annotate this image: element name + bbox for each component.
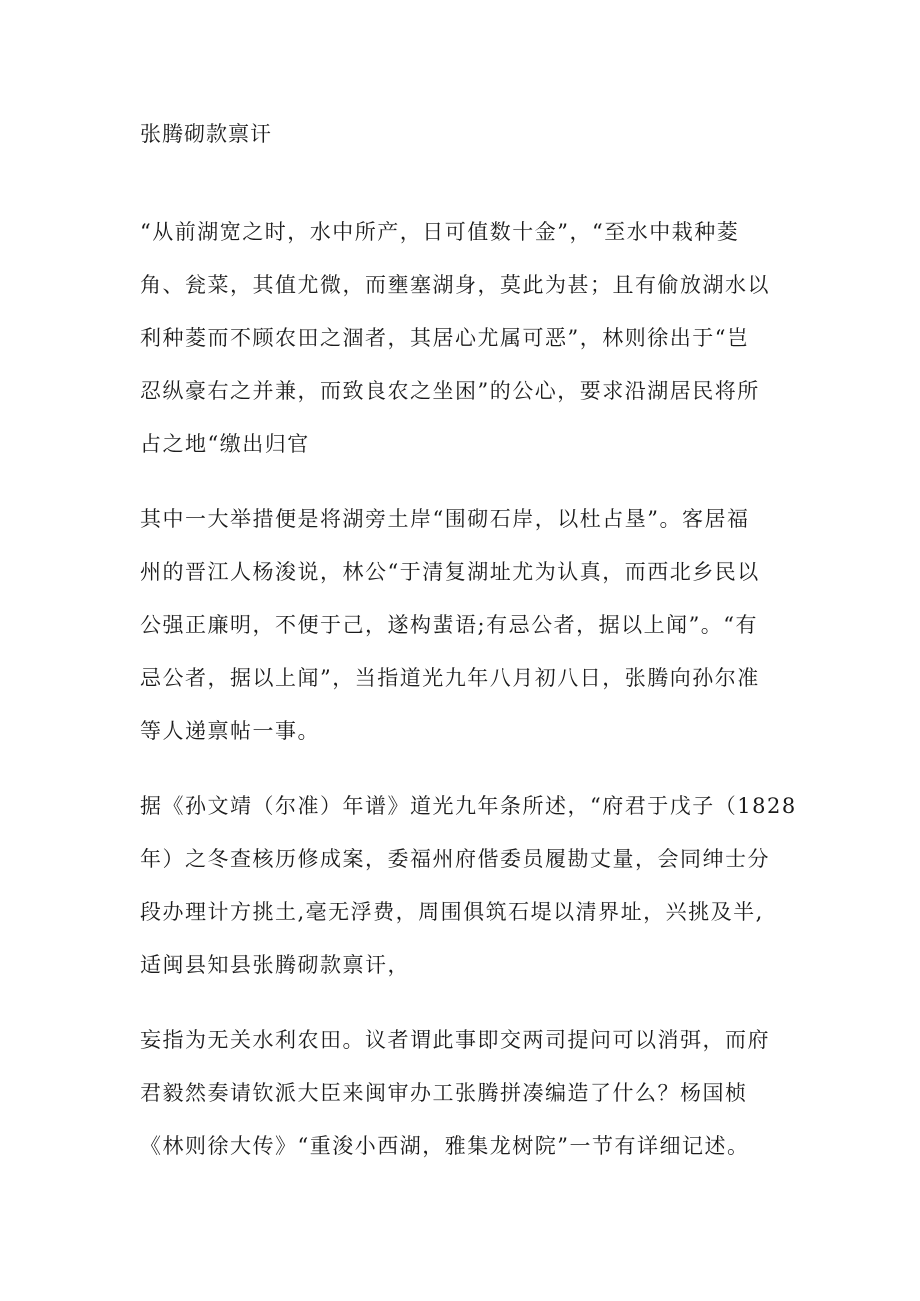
text-line: “从前湖宽之时，水中所产，日可值数十金”，“至水中栽种菱 xyxy=(140,220,740,244)
paragraph-3 xyxy=(140,780,800,992)
text-line: 君毅然奏请钦派大臣来闽审办工张腾拼凑编造了什么？杨国桢 xyxy=(140,1081,748,1105)
text-line: 《林则徐大传》“重浚小西湖，雅集龙树院”一节有详细记述。 xyxy=(140,1134,750,1158)
text-line: 角、瓮菜，其值尤微，而壅塞湖身，莫此为甚；且有偷放湖水以 xyxy=(140,273,770,297)
text-line: 其中一大举措便是将湖旁土岸“围砌石岸，以杜占垦”。客居福 xyxy=(140,507,750,531)
document-title: 张腾砌款禀讦 xyxy=(140,122,272,146)
text-line: 段办理计方挑土,毫无浮费，周围俱筑石堤以清界址，兴挑及半, xyxy=(140,900,764,924)
text-line: 据《孙文靖（尔准）年谱》道光九年条所述，“府君于戊子（1828 xyxy=(140,794,797,818)
text-line: 妄指为无关水利农田。议者谓此事即交两司提问可以消弭，而府 xyxy=(140,1028,770,1052)
text-line: 等人递禀帖一事。 xyxy=(140,719,320,743)
text-line: 忌公者，据以上闻”，当指道光九年八月初八日，张腾向孙尔准 xyxy=(140,666,760,690)
text-line: 占之地“缴出归官 xyxy=(140,432,310,456)
paragraph-4 xyxy=(140,1014,800,1173)
text-line: 公强正廉明，不便于己，遂构蜚语;有忌公者，据以上闻”。“有 xyxy=(140,613,759,637)
paragraph-1 xyxy=(140,206,800,471)
text-line: 年）之冬查核历修成案，委福州府偕委员履勘丈量，会同绅士分 xyxy=(140,847,770,871)
text-line: 利种菱而不顾农田之涸者，其居心尤属可恶”，林则徐出于“岂 xyxy=(140,326,750,350)
text-line: 州的晋江人杨浚说，林公“于清复湖址尤为认真，而西北乡民以 xyxy=(140,560,760,584)
text-line: 忍纵豪右之并兼，而致良农之坐困”的公心，要求沿湖居民将所 xyxy=(140,379,760,403)
text-line: 适闽县知县张腾砌款禀讦， xyxy=(140,953,410,977)
paragraph-2 xyxy=(140,493,800,758)
